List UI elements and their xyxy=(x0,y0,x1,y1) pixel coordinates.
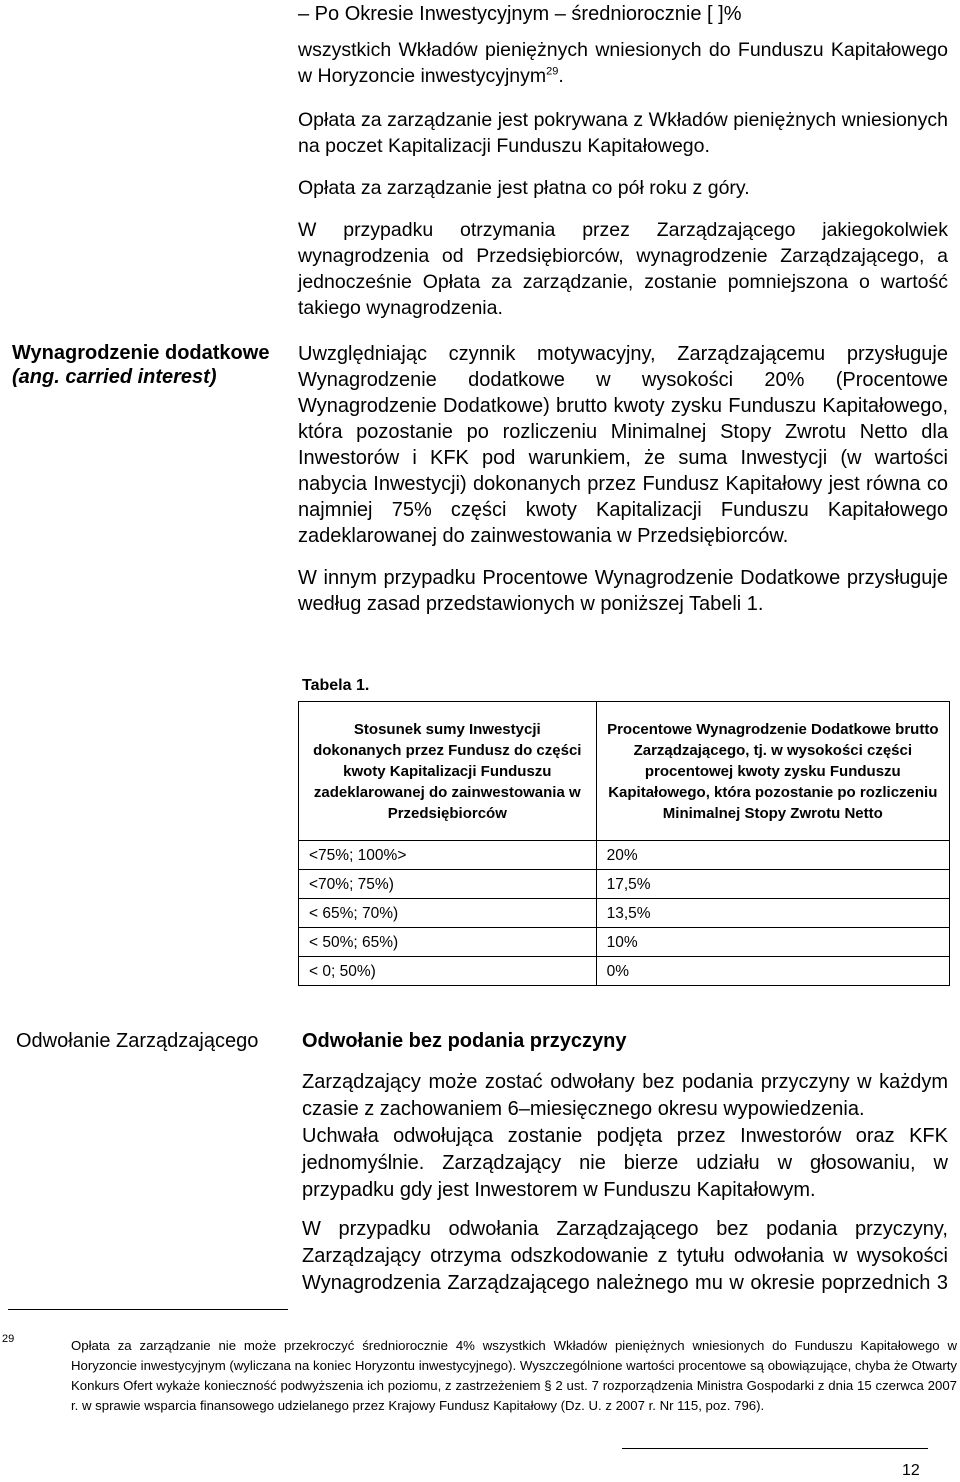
fee-period-line: – Po Okresie Inwestycyjnym – średniorocznie [ ]% xyxy=(298,3,742,25)
table-cell-rate: 17,5% xyxy=(596,870,949,899)
table-header-right: Procentowe Wynagrodzenie Dodatkowe brutto Zarządzającego, tj. w wysokości części procentowej kwoty zysku Funduszu Kapitałowego, która pozostanie po rozliczeniu Minimalnej Stopy Zwrotu Netto xyxy=(596,702,949,841)
page-number: 12 xyxy=(902,1462,920,1479)
footnote-ref: 29 xyxy=(546,65,559,78)
footnote-separator xyxy=(8,1309,288,1310)
carried-interest-subtitle: (ang. carried interest) xyxy=(12,366,217,388)
table-cell-rate: 20% xyxy=(596,841,949,870)
table-cell-rate: 10% xyxy=(596,928,949,957)
table-row xyxy=(299,928,950,957)
table-header-left: Stosunek sumy Inwestycji dokonanych przez Fundusz do części kwoty Kapitalizacji Funduszu zadeklarowanej do zainwestowania w Przedsiębiorców xyxy=(299,702,597,841)
table-row xyxy=(299,957,950,986)
footnote-number: 29 xyxy=(2,1333,15,1345)
fee-top-block xyxy=(298,0,948,321)
carried-interest-paragraph-2: W innym przypadku Procentowe Wynagrodzenie Dodatkowe przysługuje według zasad przedstawionych w poniższej Tabeli 1. xyxy=(298,567,948,615)
table-cell-range: < 50%; 65%) xyxy=(299,928,597,957)
recall-block xyxy=(302,1029,948,1297)
table-cell-range: <70%; 75%) xyxy=(299,870,597,899)
table-cell-range: <75%; 100%> xyxy=(299,841,597,870)
recall-paragraph-2: Uchwała odwołująca zostanie podjęta przez Inwestorów oraz KFK jednomyślnie. Zarządzający nie bierze udziału w głosowaniu, w przypadku gdy jest Inwestorem w Funduszu Kapitałowym. xyxy=(302,1125,948,1201)
recall-paragraph-1: Zarządzający może zostać odwołany bez podania przyczyny w każdym czasie z zachowaniem 6–miesięcznego okresu wypowiedzenia. xyxy=(302,1071,948,1120)
table-row xyxy=(299,841,950,870)
table-cell-range: < 0; 50%) xyxy=(299,957,597,986)
carried-interest-label xyxy=(12,341,282,389)
fee-paragraph-3: Opłata za zarządzanie jest płatna co pół roku z góry. xyxy=(298,177,750,199)
fee-paragraph-1-text: wszystkich Wkładów pieniężnych wniesionych do Funduszu Kapitałowego w Horyzoncie inwestycyjnym xyxy=(298,39,948,87)
table-caption: Tabela 1. xyxy=(302,677,370,694)
table-row xyxy=(299,899,950,928)
table-cell-rate: 13,5% xyxy=(596,899,949,928)
table-cell-rate: 0% xyxy=(596,957,949,986)
carried-interest-paragraph-1: Uwzględniając czynnik motywacyjny, Zarządzającemu przysługuje Wynagrodzenie dodatkowe w wysokości 20% (Procentowe Wynagrodzenie Dodatkowe) brutto kwoty zysku Funduszu Kapitałowego, która pozostanie po rozliczeniu Minimalnej Stopy Zwrotu Netto dla Inwestorów i KFK pod warunkiem, że suma Inwestycji (w wartości nabycia Inwestycji) dokonanych przez Fundusz Kapitałowy jest równa co najmniej 75% części kwoty Kapitalizacji Funduszu Kapitałowego zadeklarowanej do zainwestowania w Przedsiębiorców. xyxy=(298,343,948,547)
table-cell-range: < 65%; 70%) xyxy=(299,899,597,928)
recall-heading: Odwołanie bez podania przyczyny xyxy=(302,1030,627,1052)
recall-paragraph-3: W przypadku odwołania Zarządzającego bez podania przyczyny, Zarządzający otrzyma odszkodowanie z tytułu odwołania w wysokości Wynagrodzenia Zarządzającego należnego mu w okresie poprzednich 3 xyxy=(302,1218,948,1294)
footnote-text: Opłata za zarządzanie nie może przekroczyć średniorocznie 4% wszystkich Wkładów pieniężnych wniesionych do Funduszu Kapitałowego w Horyzoncie inwestycyjnym (wyliczana na koniec Horyzontu inwestycyjnego). Wyszczególnione wartości procentowe są obowiązujące, chyba że Otwarty Konkurs Ofert wykaże konieczność podwyższenia ich poziomu, z zastrzeżeniem § 2 ust. 7 rozporządzenia Ministra Gospodarki z dnia 15 czerwca 2007 r. w sprawie wsparcia finansowego udzielanego przez Krajowy Fundusz Kapitałowy (Dz. U. z 2007 r. Nr 115, poz. 796). xyxy=(71,1338,957,1413)
carried-interest-title: Wynagrodzenie dodatkowe xyxy=(12,342,270,364)
fee-paragraph-4: W przypadku otrzymania przez Zarządzającego jakiegokolwiek wynagrodzenia od Przedsiębiorców, wynagrodzenie Zarządzającego, a jednocześnie Opłata za zarządzanie, zostanie pomniejszona o wartość takiego wynagrodzenia. xyxy=(298,219,948,319)
table-row xyxy=(299,870,950,899)
carried-interest-table xyxy=(298,701,950,986)
page-number-rule xyxy=(622,1448,928,1449)
recall-label: Odwołanie Zarządzającego xyxy=(16,1030,259,1052)
carried-interest-block xyxy=(298,341,948,617)
table-header-row xyxy=(299,702,950,841)
fee-paragraph-1 xyxy=(298,37,948,89)
fee-paragraph-2: Opłata za zarządzanie jest pokrywana z Wkładów pieniężnych wniesionych na poczet Kapitalizacji Funduszu Kapitałowego. xyxy=(298,109,948,157)
fee-paragraph-1-end: . xyxy=(558,65,564,87)
